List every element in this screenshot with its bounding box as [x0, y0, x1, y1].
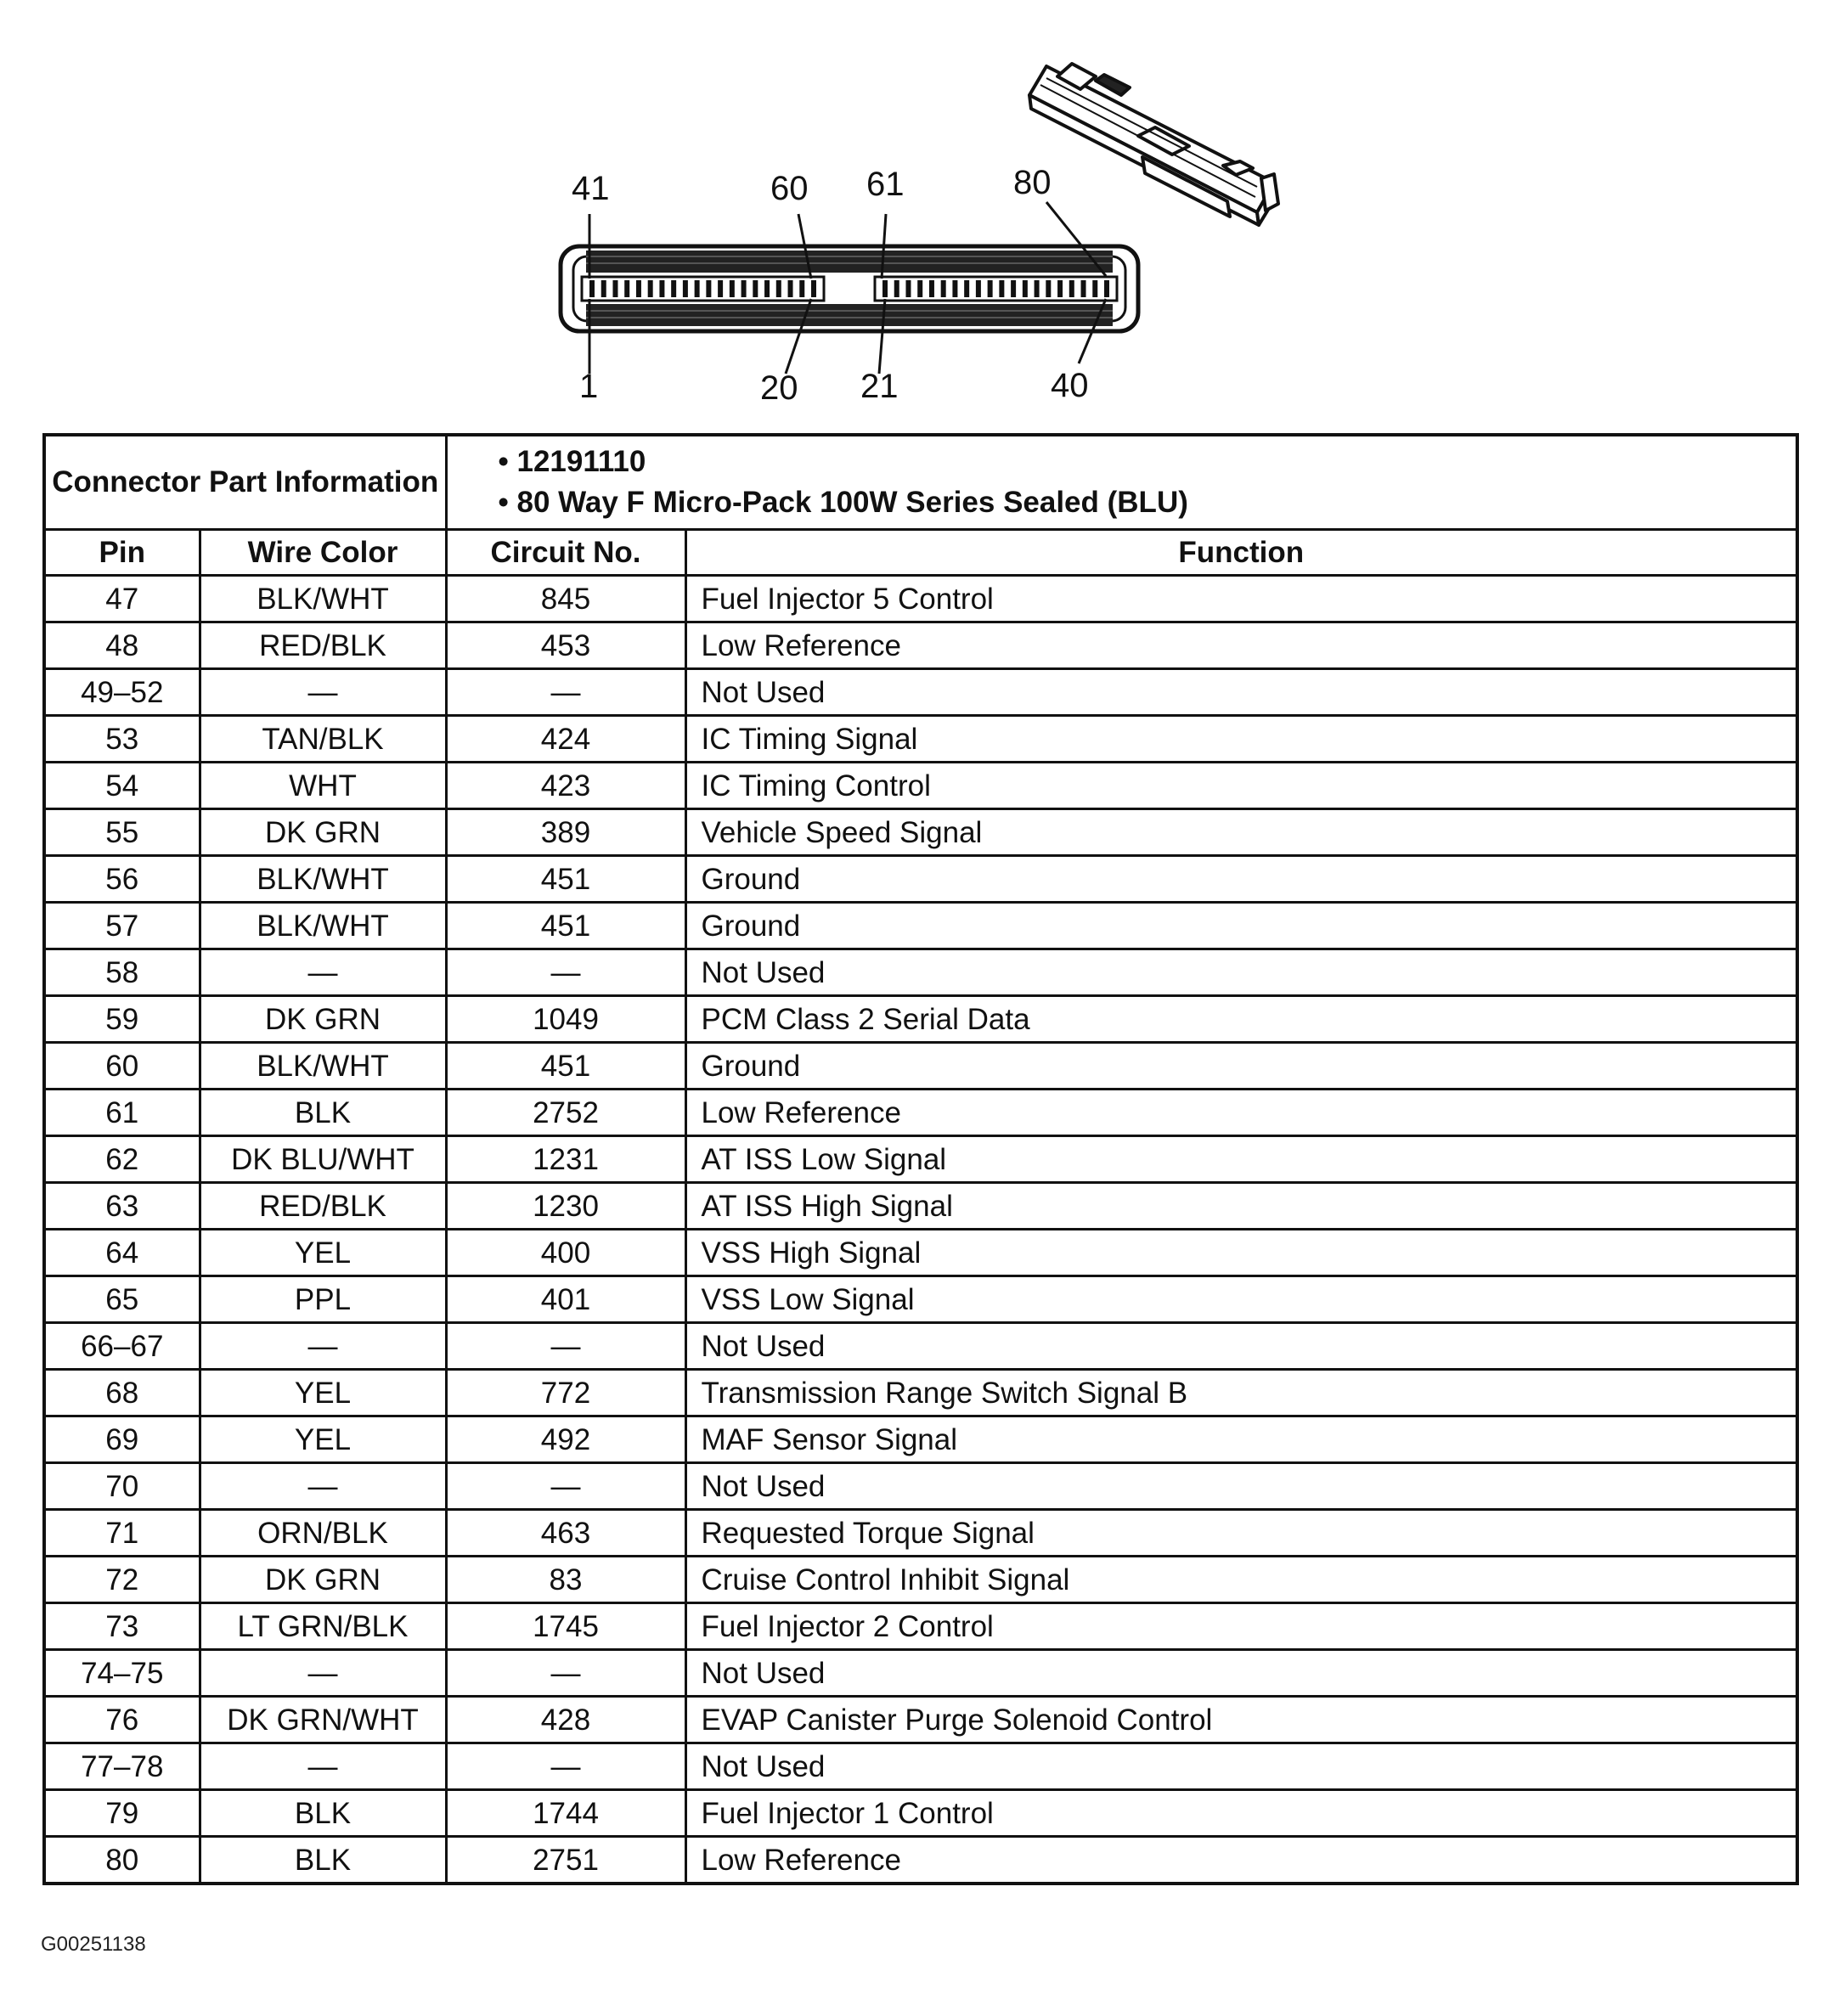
- table-row: [44, 903, 1797, 949]
- cell-function: Not Used: [685, 1463, 1797, 1510]
- cell-pin: 65: [44, 1276, 200, 1323]
- cell-function: VSS High Signal: [685, 1230, 1797, 1276]
- header-circuit-no: Circuit No.: [446, 530, 685, 576]
- cell-pin: 63: [44, 1183, 200, 1230]
- cell-function: Low Reference: [685, 622, 1797, 669]
- cell-function: MAF Sensor Signal: [685, 1416, 1797, 1463]
- pin-label-top: 61: [866, 166, 905, 203]
- terminal-pin: [929, 280, 934, 297]
- cell-function: Ground: [685, 903, 1797, 949]
- table-row: [44, 576, 1797, 622]
- table-row: [44, 622, 1797, 669]
- cell-function: Cruise Control Inhibit Signal: [685, 1557, 1797, 1603]
- terminal-pin: [648, 280, 653, 297]
- table-row: [44, 763, 1797, 809]
- table-row: [44, 856, 1797, 903]
- cell-pin: 59: [44, 996, 200, 1043]
- terminal-pin: [730, 280, 735, 297]
- cell-function: Low Reference: [685, 1837, 1797, 1884]
- terminal-pin: [976, 280, 981, 297]
- connector-drawing: [0, 0, 1827, 425]
- cell-function: Requested Torque Signal: [685, 1510, 1797, 1557]
- terminal-pin: [894, 280, 899, 297]
- cell-pin: 66–67: [44, 1323, 200, 1370]
- figure-code: G00251138: [41, 1933, 146, 1956]
- cell-function: AT ISS High Signal: [685, 1183, 1797, 1230]
- cell-wire-color: —: [200, 1463, 446, 1510]
- cell-wire-color: DK GRN: [200, 1557, 446, 1603]
- cell-circuit-no: 845: [446, 576, 685, 622]
- cell-pin: 53: [44, 716, 200, 763]
- cell-circuit-no: 1745: [446, 1603, 685, 1650]
- terminal-pin: [941, 280, 946, 297]
- table-row: [44, 809, 1797, 856]
- cell-circuit-no: 1231: [446, 1136, 685, 1183]
- terminal-pin: [799, 280, 804, 297]
- cell-wire-color: BLK/WHT: [200, 903, 446, 949]
- cell-wire-color: DK GRN/WHT: [200, 1697, 446, 1743]
- terminal-pin: [589, 280, 595, 297]
- cell-function: Ground: [685, 1043, 1797, 1090]
- cell-pin: 80: [44, 1837, 200, 1884]
- cell-function: Vehicle Speed Signal: [685, 809, 1797, 856]
- terminal-pin: [952, 280, 957, 297]
- cell-wire-color: —: [200, 949, 446, 996]
- cell-wire-color: —: [200, 669, 446, 716]
- cell-pin: 57: [44, 903, 200, 949]
- table-row: [44, 716, 1797, 763]
- cell-pin: 61: [44, 1090, 200, 1136]
- terminal-pin: [1081, 280, 1086, 297]
- cell-function: Fuel Injector 1 Control: [685, 1790, 1797, 1837]
- cell-circuit-no: 2752: [446, 1090, 685, 1136]
- cell-pin: 72: [44, 1557, 200, 1603]
- cell-function: AT ISS Low Signal: [685, 1136, 1797, 1183]
- pin-label-top: 80: [1013, 164, 1052, 201]
- header-pin: Pin: [44, 530, 200, 576]
- pinout-rows: [44, 576, 1797, 1884]
- table-row: [44, 1230, 1797, 1276]
- cell-pin: 55: [44, 809, 200, 856]
- cell-wire-color: RED/BLK: [200, 622, 446, 669]
- connector-info-label: Connector Part Information: [44, 435, 446, 530]
- terminal-pin: [905, 280, 911, 297]
- terminal-pin: [1057, 280, 1063, 297]
- terminal-pin: [764, 280, 770, 297]
- cell-pin: 60: [44, 1043, 200, 1090]
- cell-wire-color: PPL: [200, 1276, 446, 1323]
- cell-wire-color: DK BLU/WHT: [200, 1136, 446, 1183]
- cell-circuit-no: 492: [446, 1416, 685, 1463]
- cell-wire-color: YEL: [200, 1370, 446, 1416]
- pin-label-bottom: 20: [760, 369, 798, 407]
- cell-wire-color: BLK/WHT: [200, 856, 446, 903]
- pin-label-top: 60: [770, 170, 809, 207]
- terminal-pin: [671, 280, 676, 297]
- cell-function: Low Reference: [685, 1090, 1797, 1136]
- cell-pin: 70: [44, 1463, 200, 1510]
- cell-wire-color: RED/BLK: [200, 1183, 446, 1230]
- cell-circuit-no: —: [446, 669, 685, 716]
- cell-function: Not Used: [685, 1323, 1797, 1370]
- cell-function: Not Used: [685, 1743, 1797, 1790]
- pin-label-top: 41: [572, 170, 610, 207]
- table-row: [44, 1603, 1797, 1650]
- cell-circuit-no: —: [446, 949, 685, 996]
- cell-wire-color: BLK: [200, 1837, 446, 1884]
- terminal-pin: [612, 280, 617, 297]
- table-row: [44, 1136, 1797, 1183]
- table-row: [44, 949, 1797, 996]
- terminal-pin: [636, 280, 641, 297]
- terminal-pin: [999, 280, 1004, 297]
- cell-wire-color: —: [200, 1650, 446, 1697]
- terminal-pin: [811, 280, 816, 297]
- cell-wire-color: WHT: [200, 763, 446, 809]
- cell-circuit-no: 423: [446, 763, 685, 809]
- cell-pin: 64: [44, 1230, 200, 1276]
- cell-function: Not Used: [685, 669, 1797, 716]
- cell-circuit-no: 463: [446, 1510, 685, 1557]
- cell-pin: 73: [44, 1603, 200, 1650]
- table-row: [44, 1416, 1797, 1463]
- table-row: [44, 1557, 1797, 1603]
- connector-diagram: [0, 0, 1827, 425]
- cell-pin: 48: [44, 622, 200, 669]
- cell-pin: 47: [44, 576, 200, 622]
- cell-wire-color: ORN/BLK: [200, 1510, 446, 1557]
- cell-wire-color: LT GRN/BLK: [200, 1603, 446, 1650]
- cell-circuit-no: —: [446, 1743, 685, 1790]
- cell-circuit-no: —: [446, 1323, 685, 1370]
- table-row: [44, 1697, 1797, 1743]
- cell-pin: 71: [44, 1510, 200, 1557]
- cell-circuit-no: 1049: [446, 996, 685, 1043]
- table-row: [44, 1183, 1797, 1230]
- cell-circuit-no: 400: [446, 1230, 685, 1276]
- cell-circuit-no: 389: [446, 809, 685, 856]
- cell-circuit-no: 1230: [446, 1183, 685, 1230]
- terminal-pin: [624, 280, 629, 297]
- cell-wire-color: BLK/WHT: [200, 576, 446, 622]
- terminal-pin: [1035, 280, 1040, 297]
- table-row: [44, 1276, 1797, 1323]
- cell-pin: 77–78: [44, 1743, 200, 1790]
- cell-wire-color: DK GRN: [200, 996, 446, 1043]
- cell-circuit-no: 453: [446, 622, 685, 669]
- cell-wire-color: —: [200, 1323, 446, 1370]
- pin-label-bottom: 21: [860, 368, 899, 405]
- table-row: [44, 1090, 1797, 1136]
- cell-pin: 54: [44, 763, 200, 809]
- table-row: [44, 1323, 1797, 1370]
- header-wire-color: Wire Color: [200, 530, 446, 576]
- table-row: [44, 1650, 1797, 1697]
- cell-function: Transmission Range Switch Signal B: [685, 1370, 1797, 1416]
- terminal-pin: [742, 280, 747, 297]
- connector-description: • 80 Way F Micro-Pack 100W Series Sealed (BLU): [498, 486, 1188, 519]
- table-row: [44, 1370, 1797, 1416]
- terminal-pin: [917, 280, 922, 297]
- cell-function: EVAP Canister Purge Solenoid Control: [685, 1697, 1797, 1743]
- terminal-pin: [882, 280, 888, 297]
- cell-circuit-no: —: [446, 1650, 685, 1697]
- cell-circuit-no: 451: [446, 903, 685, 949]
- cell-pin: 74–75: [44, 1650, 200, 1697]
- connector-info-list: [446, 435, 1797, 530]
- cell-circuit-no: 1744: [446, 1790, 685, 1837]
- cell-circuit-no: 401: [446, 1276, 685, 1323]
- terminal-pin: [601, 280, 606, 297]
- terminal-pin: [788, 280, 793, 297]
- terminal-pin: [718, 280, 723, 297]
- table-row: [44, 1790, 1797, 1837]
- cell-wire-color: BLK: [200, 1790, 446, 1837]
- pinout-table: [42, 433, 1799, 1885]
- cell-wire-color: BLK/WHT: [200, 1043, 446, 1090]
- terminal-pin: [1069, 280, 1074, 297]
- cell-wire-color: —: [200, 1743, 446, 1790]
- cell-circuit-no: 428: [446, 1697, 685, 1743]
- table-row: [44, 1743, 1797, 1790]
- terminal-pin: [1092, 280, 1097, 297]
- terminal-pin: [659, 280, 664, 297]
- terminal-pin: [964, 280, 969, 297]
- terminal-pin: [988, 280, 993, 297]
- cell-circuit-no: 772: [446, 1370, 685, 1416]
- pin-label-bottom: 40: [1051, 367, 1089, 404]
- connector-part-number: • 12191110: [498, 445, 646, 478]
- cell-function: IC Timing Control: [685, 763, 1797, 809]
- header-function: Function: [685, 530, 1797, 576]
- terminal-pin: [776, 280, 781, 297]
- cell-circuit-no: 83: [446, 1557, 685, 1603]
- table-row: [44, 996, 1797, 1043]
- table-row: [44, 1837, 1797, 1884]
- cell-wire-color: YEL: [200, 1416, 446, 1463]
- terminal-pin: [1011, 280, 1016, 297]
- cell-pin: 69: [44, 1416, 200, 1463]
- cell-function: Not Used: [685, 949, 1797, 996]
- cell-circuit-no: 451: [446, 1043, 685, 1090]
- cell-pin: 58: [44, 949, 200, 996]
- cell-function: IC Timing Signal: [685, 716, 1797, 763]
- table-header-row: [44, 530, 1797, 576]
- cell-pin: 49–52: [44, 669, 200, 716]
- cell-wire-color: YEL: [200, 1230, 446, 1276]
- terminal-pin: [683, 280, 688, 297]
- cell-circuit-no: 2751: [446, 1837, 685, 1884]
- terminal-pin: [695, 280, 700, 297]
- table-row: [44, 1463, 1797, 1510]
- terminal-pin: [753, 280, 758, 297]
- cell-pin: 62: [44, 1136, 200, 1183]
- cell-circuit-no: 451: [446, 856, 685, 903]
- cell-function: Fuel Injector 5 Control: [685, 576, 1797, 622]
- cell-function: Ground: [685, 856, 1797, 903]
- cell-circuit-no: 424: [446, 716, 685, 763]
- cell-wire-color: DK GRN: [200, 809, 446, 856]
- cell-function: PCM Class 2 Serial Data: [685, 996, 1797, 1043]
- terminal-pin: [1104, 280, 1109, 297]
- cell-circuit-no: —: [446, 1463, 685, 1510]
- connector-iso-view: [1029, 64, 1278, 225]
- terminal-pin: [1046, 280, 1051, 297]
- cell-pin: 79: [44, 1790, 200, 1837]
- pin-label-bottom: 1: [579, 368, 599, 405]
- terminal-pin: [1023, 280, 1028, 297]
- cell-pin: 76: [44, 1697, 200, 1743]
- table-row: [44, 1043, 1797, 1090]
- cell-wire-color: BLK: [200, 1090, 446, 1136]
- table-row: [44, 1510, 1797, 1557]
- table-row: [44, 669, 1797, 716]
- cell-pin: 56: [44, 856, 200, 903]
- connector-face: [561, 246, 1138, 331]
- cell-function: Not Used: [685, 1650, 1797, 1697]
- terminal-pin: [706, 280, 711, 297]
- cell-function: VSS Low Signal: [685, 1276, 1797, 1323]
- cell-wire-color: TAN/BLK: [200, 716, 446, 763]
- cell-pin: 68: [44, 1370, 200, 1416]
- cell-function: Fuel Injector 2 Control: [685, 1603, 1797, 1650]
